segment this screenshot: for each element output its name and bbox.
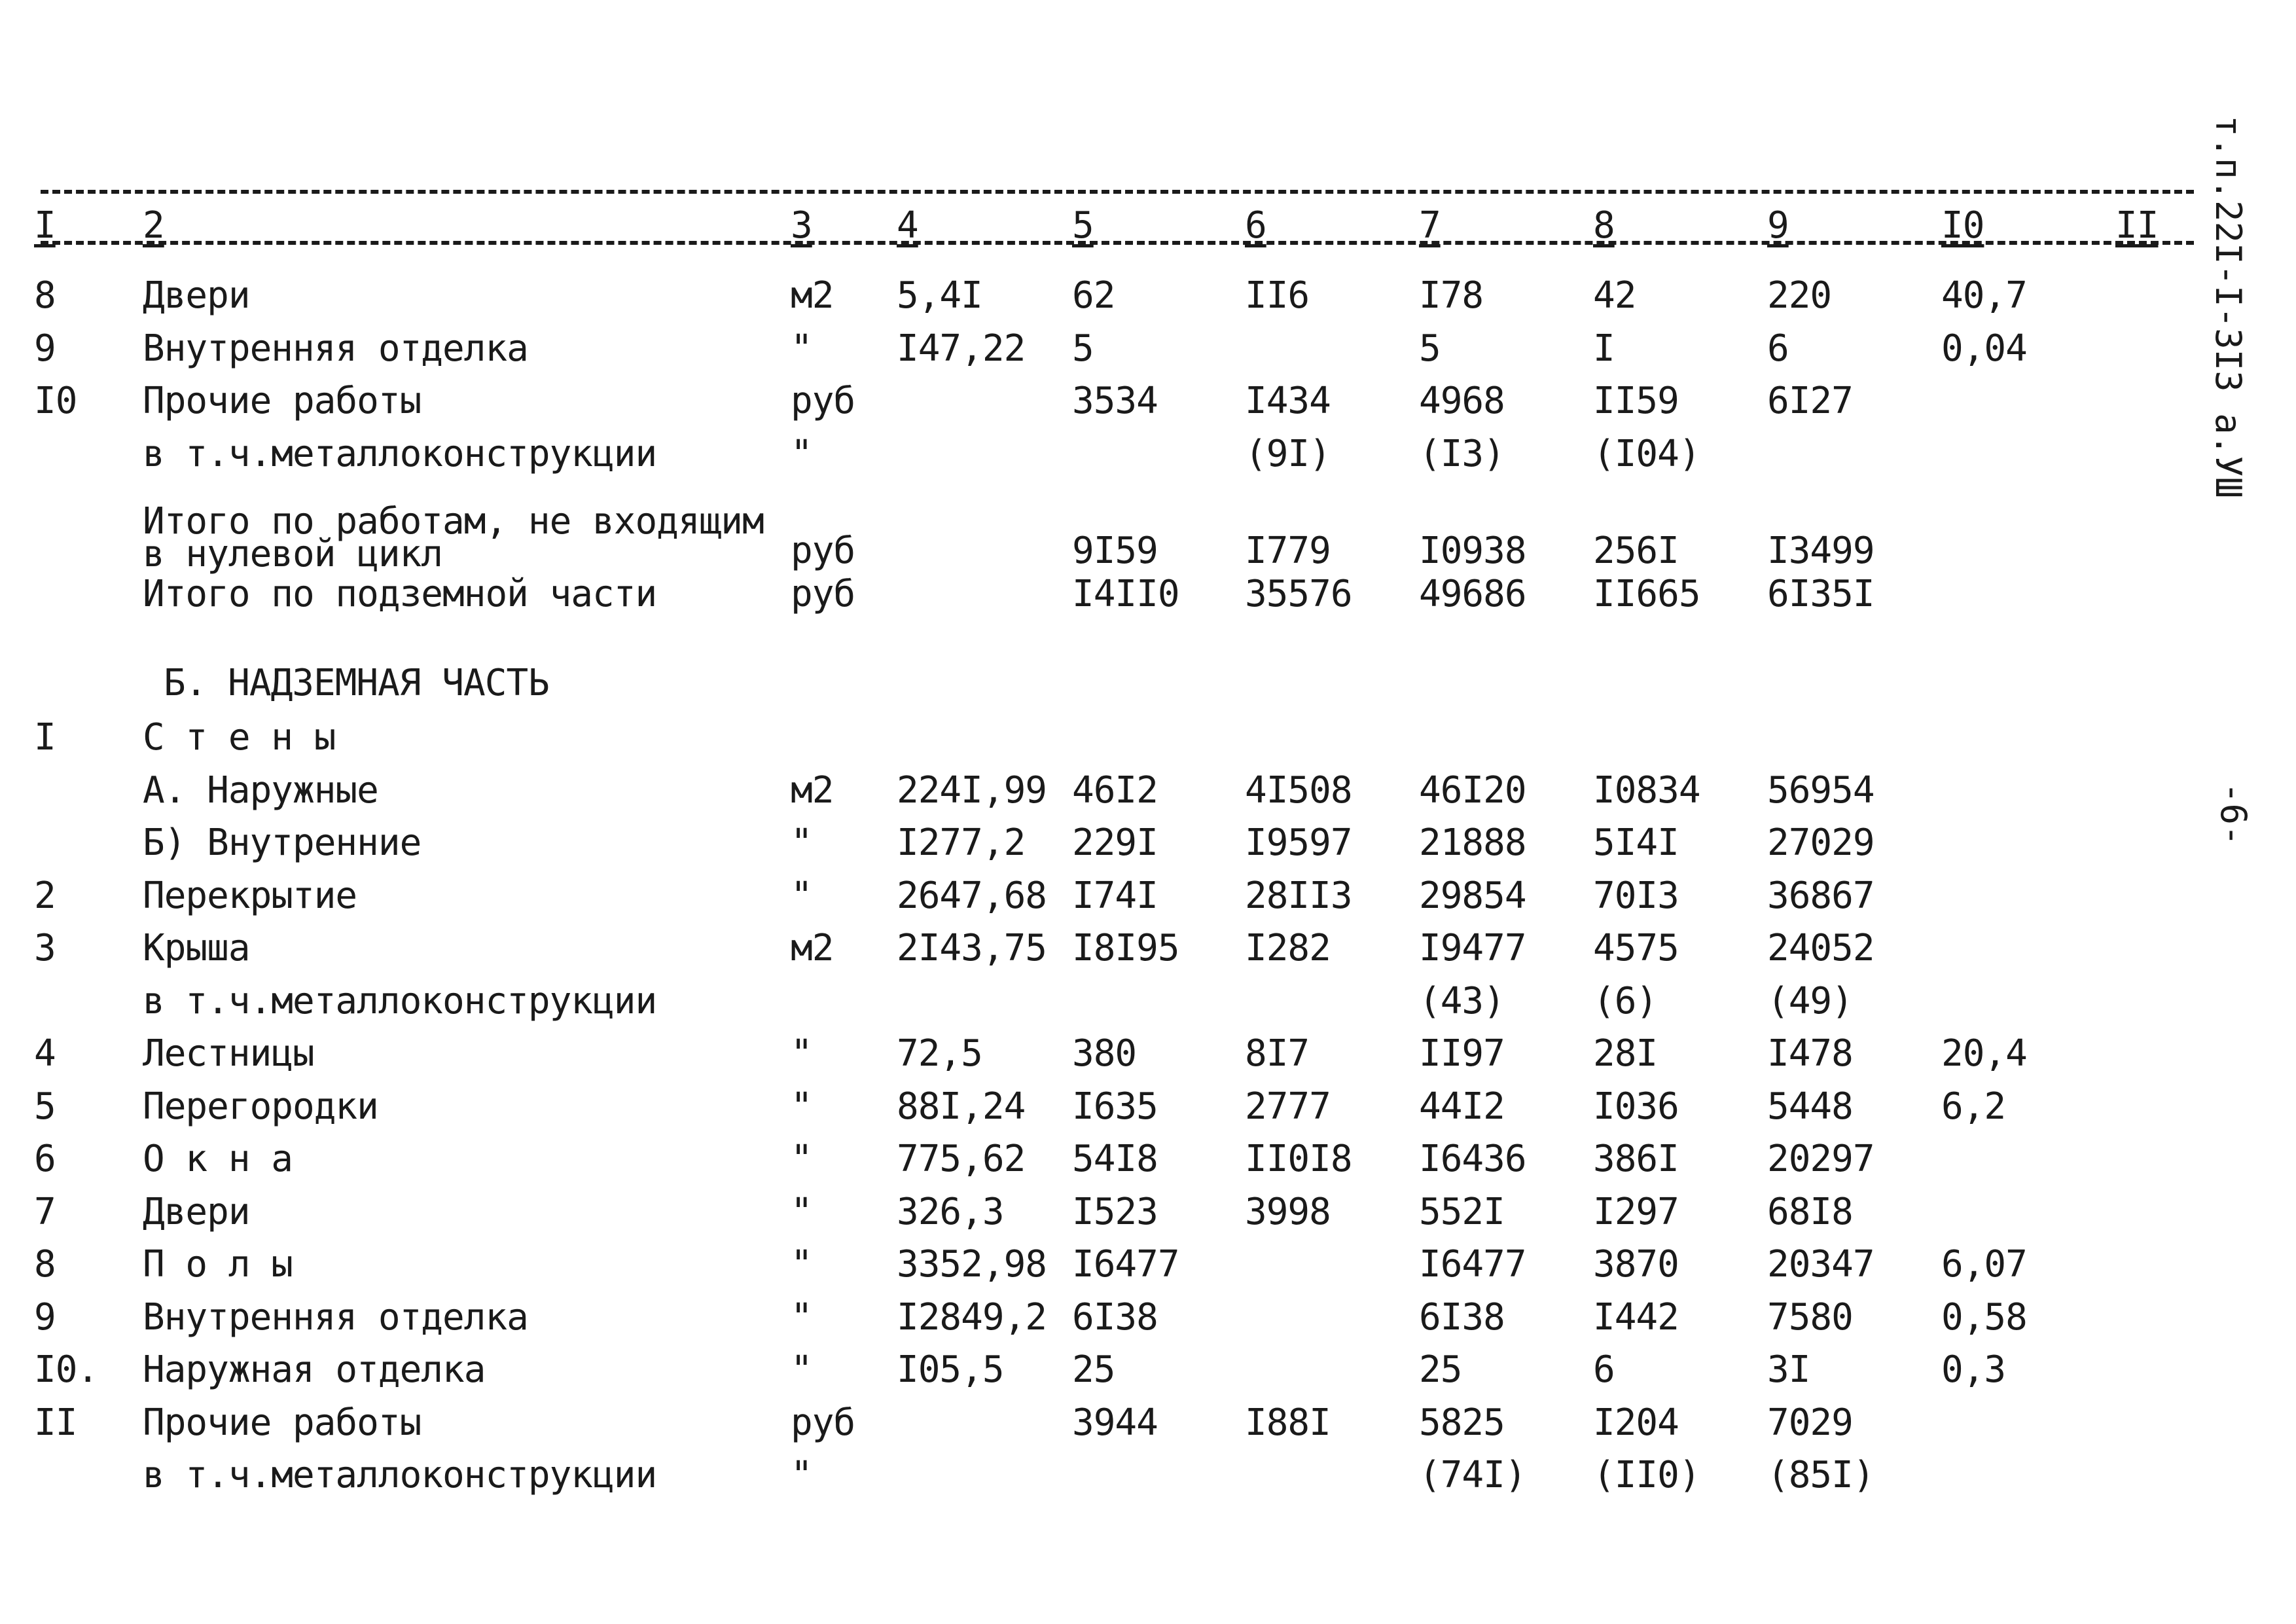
row-number: 8 <box>34 1243 56 1286</box>
table-cell: 46I20 <box>1419 768 1526 812</box>
table-cell: 68I8 <box>1767 1190 1853 1233</box>
table-cell: 229I <box>1072 821 1158 864</box>
table-cell: 6 <box>1767 327 1789 370</box>
table-cell: 0,04 <box>1941 327 2027 370</box>
total-label: Итого по подземной части <box>143 573 657 615</box>
table-cell: 36867 <box>1767 874 1874 917</box>
table-cell: 88I,24 <box>897 1085 1026 1128</box>
table-cell: 5825 <box>1419 1401 1505 1444</box>
row-label: Внутренняя отделка <box>143 327 528 370</box>
table-cell: (I04) <box>1593 432 1700 475</box>
table-cell: I523 <box>1072 1190 1158 1233</box>
table-cell: 0,3 <box>1941 1348 2006 1391</box>
table-cell: 46I2 <box>1072 768 1158 812</box>
col-num: II <box>2115 204 2159 247</box>
table-cell: 224I,99 <box>897 768 1047 812</box>
table-cell: 49686 <box>1419 573 1526 615</box>
table-row <box>0 270 2296 322</box>
table-cell: 7029 <box>1767 1401 1853 1444</box>
table-cell: I47,22 <box>897 327 1026 370</box>
table-cell: 4I508 <box>1245 768 1352 812</box>
table-cell: I88I <box>1245 1401 1331 1444</box>
table-cell: I6436 <box>1419 1138 1526 1180</box>
table-cell: 28I <box>1593 1032 1658 1075</box>
row-label: в т.ч.металлоконструкции <box>143 432 657 475</box>
table-cell: 6I38 <box>1072 1295 1158 1339</box>
table-cell: 380 <box>1072 1032 1137 1075</box>
table-cell: I8I95 <box>1072 927 1179 969</box>
table-row <box>0 1397 2296 1449</box>
table-cell: (6) <box>1593 979 1658 1022</box>
table-cell: 3998 <box>1245 1190 1331 1233</box>
table-row <box>0 375 2296 427</box>
table-cell: 775,62 <box>897 1138 1026 1180</box>
table-cell: I434 <box>1245 380 1331 422</box>
row-label: А. Наружные <box>143 768 378 812</box>
table-cell: 4968 <box>1419 380 1505 422</box>
row-label: Наружная отделка <box>143 1348 486 1391</box>
unit-cell: " <box>791 821 812 864</box>
unit-cell: м2 <box>791 768 834 812</box>
row-label: в т.ч.металлоконструкции <box>143 979 657 1022</box>
table-cell: 42 <box>1593 274 1636 317</box>
col-num: 3 <box>791 204 812 247</box>
row-label: Внутренняя отделка <box>143 1295 528 1339</box>
row-label: Перекрытие <box>143 874 357 917</box>
table-cell: 21888 <box>1419 821 1526 864</box>
table-cell: 6I38 <box>1419 1295 1505 1339</box>
row-label: О к н а <box>143 1138 293 1180</box>
table-cell: 6,07 <box>1941 1243 2027 1286</box>
table-cell: 35576 <box>1245 573 1352 615</box>
col-num: 8 <box>1593 204 1615 247</box>
row-number: 9 <box>34 1295 56 1339</box>
table-cell: 25 <box>1419 1348 1462 1391</box>
unit-cell: руб <box>791 573 855 615</box>
table-cell: II97 <box>1419 1032 1505 1075</box>
table-cell: 40,7 <box>1941 274 2027 317</box>
table-cell: 6I35I <box>1767 573 1874 615</box>
row-label: Прочие работы <box>143 1401 422 1444</box>
table-cell: 20347 <box>1767 1243 1874 1286</box>
table-cell: 386I <box>1593 1138 1679 1180</box>
unit-cell: " <box>791 1085 812 1128</box>
table-cell: 326,3 <box>897 1190 1004 1233</box>
table-row <box>0 870 2296 922</box>
table-row <box>0 975 2296 1028</box>
unit-cell: м2 <box>791 274 834 317</box>
row-label: Б) Внутренние <box>143 821 422 864</box>
table-cell: 25 <box>1072 1348 1115 1391</box>
row-label: Крыша <box>143 927 250 969</box>
table-cell: 5 <box>1072 327 1094 370</box>
unit-cell: " <box>791 1190 812 1233</box>
table-row <box>0 323 2296 375</box>
table-cell: 7580 <box>1767 1295 1853 1339</box>
col-num: 7 <box>1419 204 1441 247</box>
table-cell: I277,2 <box>897 821 1026 864</box>
table-cell: (9I) <box>1245 432 1331 475</box>
table-row <box>0 428 2296 480</box>
table-cell: 62 <box>1072 274 1115 317</box>
row-label: П о л ы <box>143 1243 293 1286</box>
unit-cell: " <box>791 1138 812 1180</box>
row-number: 2 <box>34 874 56 917</box>
table-cell: I3499 <box>1767 530 1874 572</box>
unit-cell: " <box>791 1243 812 1286</box>
table-cell: I6477 <box>1419 1243 1526 1286</box>
row-number: I0. <box>34 1348 99 1391</box>
unit-cell: " <box>791 874 812 917</box>
table-cell: II0I8 <box>1245 1138 1352 1180</box>
table-cell: 54I8 <box>1072 1138 1158 1180</box>
table-cell: 3352,98 <box>897 1243 1047 1286</box>
table-cell: 20297 <box>1767 1138 1874 1180</box>
col-num: I0 <box>1941 204 1984 247</box>
total-not-zero-row <box>0 500 2296 575</box>
unit-cell: " <box>791 432 812 475</box>
table-cell: (85I) <box>1767 1454 1874 1496</box>
table-cell: 3870 <box>1593 1243 1679 1286</box>
row-number: 4 <box>34 1032 56 1075</box>
table-cell: I <box>1593 327 1615 370</box>
column-number-header <box>0 200 2296 252</box>
table-cell: 5I4I <box>1593 821 1679 864</box>
total-label: Итого по работам, не входящим в нулевой цикл <box>143 500 764 575</box>
unit-cell: " <box>791 1295 812 1339</box>
table-cell: 29854 <box>1419 874 1526 917</box>
table-cell: I9597 <box>1245 821 1352 864</box>
col-num: I <box>34 204 56 247</box>
table-cell: (II0) <box>1593 1454 1700 1496</box>
table-cell: I036 <box>1593 1085 1679 1128</box>
table-cell: 6 <box>1593 1348 1615 1391</box>
row-number: 3 <box>34 927 56 969</box>
table-cell: 4575 <box>1593 927 1679 969</box>
table-row <box>0 1081 2296 1133</box>
row-label: Перегородки <box>143 1085 378 1128</box>
section-heading: Б. НАДЗЕМНАЯ ЧАСТЬ <box>164 662 549 704</box>
unit-cell: руб <box>791 530 855 572</box>
table-cell: I442 <box>1593 1295 1679 1339</box>
table-cell: I2849,2 <box>897 1295 1047 1339</box>
row-number: I0 <box>34 380 77 422</box>
table-cell: 70I3 <box>1593 874 1679 917</box>
col-num: 9 <box>1767 204 1789 247</box>
unit-cell: " <box>791 1454 812 1496</box>
row-label: Двери <box>143 1190 250 1233</box>
table-cell: 256I <box>1593 530 1679 572</box>
table-cell: I478 <box>1767 1032 1853 1075</box>
row-number: 5 <box>34 1085 56 1128</box>
table-cell: 28II3 <box>1245 874 1352 917</box>
unit-cell: руб <box>791 1401 855 1444</box>
row-number: 9 <box>34 327 56 370</box>
page-number: -6- <box>2213 782 2254 846</box>
table-cell: 44I2 <box>1419 1085 1505 1128</box>
table-cell: I05,5 <box>897 1348 1004 1391</box>
row-number: I <box>34 716 56 759</box>
table-cell: 6,2 <box>1941 1085 2006 1128</box>
unit-cell: " <box>791 1348 812 1391</box>
table-cell: 5,4I <box>897 274 982 317</box>
row-number: II <box>34 1401 77 1444</box>
table-row <box>0 1133 2296 1185</box>
table-cell: 3I <box>1767 1348 1810 1391</box>
col-num: 2 <box>143 204 164 247</box>
table-cell: I204 <box>1593 1401 1679 1444</box>
table-cell: I635 <box>1072 1085 1158 1128</box>
table-cell: I0834 <box>1593 768 1700 812</box>
table-cell: 24052 <box>1767 927 1874 969</box>
table-cell: 72,5 <box>897 1032 982 1075</box>
row-number: 6 <box>34 1138 56 1180</box>
col-num: 6 <box>1245 204 1266 247</box>
table-cell: 2647,68 <box>897 874 1047 917</box>
table-row <box>0 1028 2296 1080</box>
col-num: 4 <box>897 204 918 247</box>
row-number: 7 <box>34 1190 56 1233</box>
table-cell: 20,4 <box>1941 1032 2027 1075</box>
table-row <box>0 1238 2296 1291</box>
row-label: Двери <box>143 274 250 317</box>
table-cell: II59 <box>1593 380 1679 422</box>
table-cell: 0,58 <box>1941 1295 2027 1339</box>
total-underground-row <box>0 568 2296 621</box>
table-row <box>0 817 2296 869</box>
table-row <box>0 765 2296 817</box>
table-cell: 6I27 <box>1767 380 1853 422</box>
table-cell: 220 <box>1767 274 1832 317</box>
table-cell: 2777 <box>1245 1085 1331 1128</box>
table-cell: 3944 <box>1072 1401 1158 1444</box>
table-row <box>0 1186 2296 1238</box>
table-row <box>0 712 2296 764</box>
row-label: в т.ч.металлоконструкции <box>143 1454 657 1496</box>
table-cell: I9477 <box>1419 927 1526 969</box>
table-cell: 8I7 <box>1245 1032 1310 1075</box>
table-cell: 552I <box>1419 1190 1505 1233</box>
row-label: С т е н ы <box>143 716 336 759</box>
table-cell: (74I) <box>1419 1454 1526 1496</box>
table-cell: II6 <box>1245 274 1310 317</box>
table-row <box>0 1291 2296 1344</box>
table-row <box>0 922 2296 975</box>
row-label: Лестницы <box>143 1032 314 1075</box>
table-cell: I779 <box>1245 530 1331 572</box>
table-row <box>0 1449 2296 1502</box>
unit-cell: м2 <box>791 927 834 969</box>
table-cell: (49) <box>1767 979 1853 1022</box>
table-cell: 2I43,75 <box>897 927 1047 969</box>
table-cell: II665 <box>1593 573 1700 615</box>
table-cell: I0938 <box>1419 530 1526 572</box>
table-cell: (I3) <box>1419 432 1505 475</box>
col-num: 5 <box>1072 204 1094 247</box>
row-number: 8 <box>34 274 56 317</box>
table-cell: I282 <box>1245 927 1331 969</box>
table-cell: 56954 <box>1767 768 1874 812</box>
top-dashed-rule <box>41 190 2194 194</box>
unit-cell: руб <box>791 380 855 422</box>
table-cell: (43) <box>1419 979 1505 1022</box>
table-cell: 5 <box>1419 327 1441 370</box>
table-cell: I4II0 <box>1072 573 1179 615</box>
row-label: Прочие работы <box>143 380 422 422</box>
document-code: т.п.22I-I-3I3 а.УШ <box>2208 115 2249 499</box>
table-cell: 27029 <box>1767 821 1874 864</box>
table-cell: 5448 <box>1767 1085 1853 1128</box>
table-cell: 9I59 <box>1072 530 1158 572</box>
table-cell: I74I <box>1072 874 1158 917</box>
table-cell: I78 <box>1419 274 1484 317</box>
unit-cell: " <box>791 1032 812 1075</box>
unit-cell: " <box>791 327 812 370</box>
table-cell: I297 <box>1593 1190 1679 1233</box>
table-cell: 3534 <box>1072 380 1158 422</box>
table-cell: I6477 <box>1072 1243 1179 1286</box>
table-row <box>0 1344 2296 1396</box>
